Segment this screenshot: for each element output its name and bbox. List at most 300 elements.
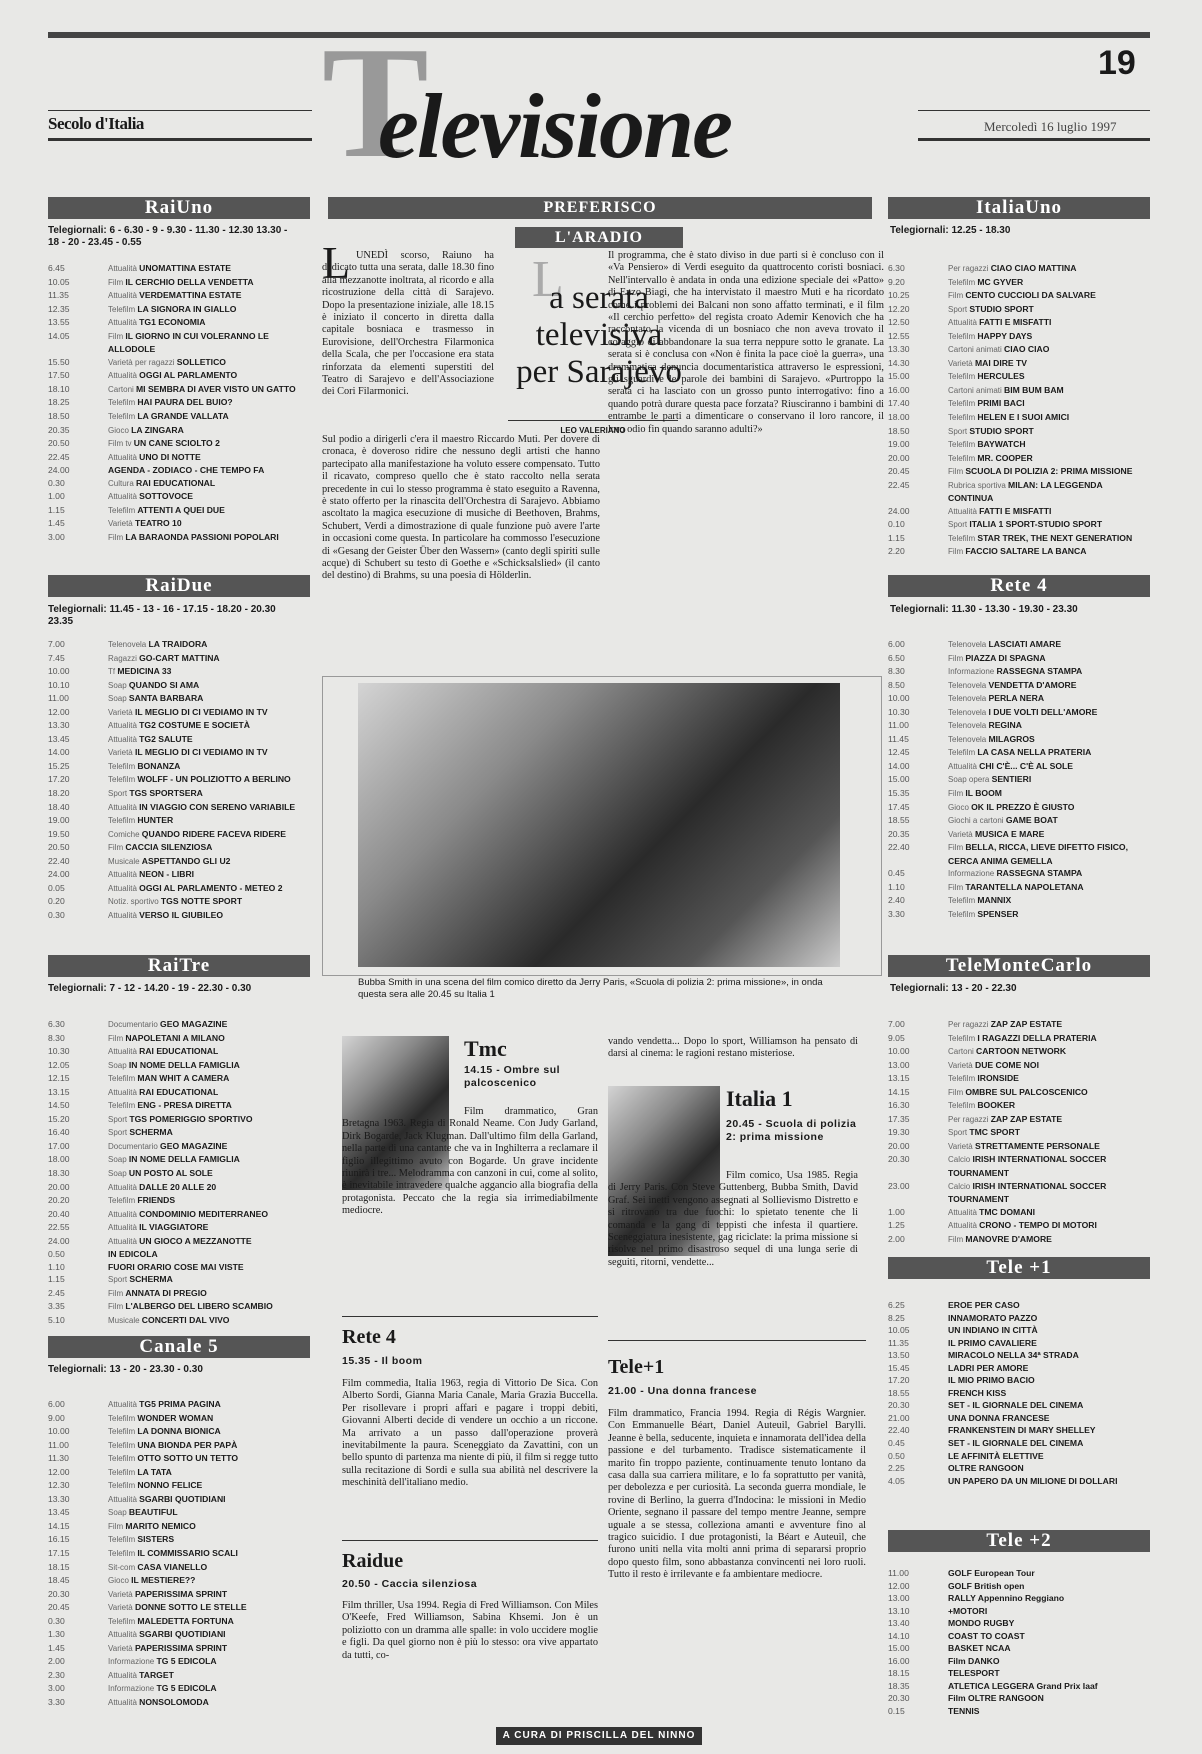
program-title: LA SIGNORA IN GIALLO [137, 303, 237, 314]
schedule-program [108, 1669, 306, 1683]
schedule-time: 6.30 [48, 1019, 65, 1029]
schedule-time: 3.30 [888, 908, 905, 919]
schedule-row [48, 303, 306, 317]
schedule-time: 16.40 [48, 1127, 70, 1138]
schedule-program [948, 1667, 1150, 1680]
schedule-time: 18.00 [48, 1154, 70, 1165]
schedule-time: 2.40 [888, 895, 905, 906]
schedule-program [948, 479, 1150, 505]
schedule-row [48, 410, 306, 424]
program-genre: Ragazzi [108, 653, 140, 663]
schedule-time: 11.00 [48, 1439, 69, 1450]
schedule-row [888, 276, 1150, 290]
program-genre: Attualità [108, 291, 140, 301]
schedule-time: 1.15 [48, 504, 65, 515]
schedule-row [48, 1479, 306, 1493]
schedule-program [108, 369, 306, 383]
schedule-row [48, 665, 306, 679]
schedule-row [888, 1412, 1150, 1425]
schedule-row [48, 1261, 306, 1274]
program-title: CIAO CIAO [1004, 344, 1050, 355]
program-title: FRENCH KISS [948, 1387, 1007, 1398]
schedule-program [948, 532, 1150, 546]
schedule-time: 11.00 [888, 1568, 909, 1578]
schedule-time: 0.50 [888, 1450, 905, 1461]
program-genre: Soap [108, 1508, 129, 1518]
schedule-program [108, 1314, 306, 1328]
program-genre: Telefilm [108, 1413, 138, 1423]
column-kicker-sub: L'ARADIO [515, 227, 683, 248]
program-genre: Attualità [948, 506, 980, 516]
program-genre: Calcio [948, 1155, 973, 1165]
program-title: +MOTORI [948, 1605, 988, 1616]
paper-name: Secolo d'Italia [48, 114, 144, 133]
program-title: SPENSER [977, 908, 1019, 919]
pick-italia1-text: Film comico, Usa 1985. Regia di Jerry Paris. Con Steve Guttenberg, Bubba Smith, David Graf. Sei inetti vengono assegnati al Sollievismo Distretto e si ritrovano tra due fuochi: lo spietato tenente che li comanda e la gang di teppisti che infesta il quartiere. Sceneggiatura inesistente, gag riciclate: la prima missione si risolve nel primo disastroso sequel di una lunga serie di seguiti, ritorni, vendette... [608, 1170, 858, 1268]
program-genre: Attualità [948, 1207, 980, 1217]
program-genre: Telefilm [108, 1616, 138, 1626]
schedule-row [48, 895, 306, 909]
schedule-row [888, 1337, 1150, 1350]
program-title: LA BARAONDA PASSIONI POPOLARI [125, 531, 279, 542]
schedule-row [888, 828, 1150, 842]
schedule-time: 15.50 [48, 356, 70, 367]
schedule-row [48, 1642, 306, 1656]
schedule-row [48, 1126, 306, 1140]
schedule-row [888, 518, 1150, 532]
program-title: MEDICINA 33 [117, 666, 172, 677]
schedule-program [948, 787, 1150, 801]
program-title: FRANKENSTEIN DI MARY SHELLEY [948, 1425, 1096, 1436]
program-title: GEO MAGAZINE [160, 1140, 228, 1151]
schedule-row [888, 894, 1150, 908]
schedule-time: 10.25 [888, 290, 910, 301]
program-title: TARANTELLA NAPOLETANA [965, 881, 1084, 892]
schedule-time: 19.30 [888, 1127, 910, 1138]
schedule-time: 24.00 [48, 1235, 70, 1246]
program-title: SCHERMA [129, 1274, 173, 1285]
schedule-program [108, 1287, 306, 1301]
schedule-row [48, 1153, 306, 1167]
schedule-program [948, 411, 1150, 425]
program-title: HAI PAURA DEL BUIO? [137, 397, 233, 408]
schedule-time: 18.50 [888, 425, 910, 436]
program-title: IN NOME DELLA FAMIGLIA [128, 1154, 240, 1165]
program-genre: Cartoni [948, 1047, 977, 1057]
schedule-time: 12.45 [888, 747, 910, 758]
program-title: INNAMORATO PAZZO [948, 1312, 1038, 1323]
schedule-program [108, 855, 306, 869]
program-title: GOLF European Tour [948, 1568, 1035, 1578]
program-genre: Attualità [108, 734, 140, 744]
program-title: GO-CART MATTINA [139, 652, 220, 663]
schedule-row [48, 1615, 306, 1629]
program-title: CENTO CUCCIOLI DA SALVARE [965, 290, 1096, 301]
schedule-program [948, 1072, 1150, 1086]
schedule-program [948, 397, 1150, 411]
schedule-time: 12.20 [888, 303, 910, 314]
schedule-program [108, 719, 306, 733]
program-genre: Film [108, 277, 126, 287]
schedule-time: 1.10 [888, 881, 905, 892]
schedule-program [948, 262, 1150, 276]
program-genre: Sport [108, 1128, 130, 1138]
schedule-time: 10.00 [48, 666, 70, 677]
schedule-program [108, 531, 306, 545]
schedule-row [888, 1387, 1150, 1400]
schedule-row [888, 1617, 1150, 1630]
schedule-program [948, 1412, 1150, 1425]
schedule-time: 8.30 [48, 1032, 65, 1043]
schedule-program [108, 1642, 306, 1656]
schedule-program [948, 1045, 1150, 1059]
schedule-program [948, 908, 1150, 922]
schedule-program [948, 760, 1150, 774]
schedule-row [888, 370, 1150, 384]
schedule-time: 15.35 [888, 788, 910, 799]
pick-teleplus1-title: 21.00 - Una donna francese [608, 1385, 757, 1397]
schedule-row [48, 1045, 306, 1059]
program-genre: Telefilm [948, 1074, 978, 1084]
article-drop-cap: L [322, 237, 351, 288]
schedule-program [108, 746, 306, 760]
schedule-program [948, 1153, 1150, 1179]
schedule-row [888, 1045, 1150, 1059]
schedule-program [948, 894, 1150, 908]
schedule-time: 10.00 [888, 693, 910, 704]
schedule-time: 2.00 [48, 1656, 65, 1667]
schedule-time: 13.30 [48, 1493, 70, 1504]
schedule-row [888, 1692, 1150, 1705]
program-title: SET - IL GIORNALE DEL CINEMA [948, 1438, 1084, 1449]
schedule-row [888, 1312, 1150, 1325]
schedule-row [888, 1424, 1150, 1437]
schedule-row [48, 1425, 306, 1439]
schedule-program [948, 1567, 1150, 1580]
page-number: 19 [1098, 44, 1136, 82]
schedule-program [108, 1086, 306, 1100]
schedule-program [948, 652, 1150, 666]
program-title: VERDEMATTINA ESTATE [139, 290, 242, 301]
program-genre: Documentario [108, 1020, 161, 1029]
schedule-row [48, 276, 306, 290]
schedule-row [888, 1072, 1150, 1086]
schedule-time: 17.40 [888, 398, 910, 409]
program-title: LE AFFINITÀ ELETTIVE [948, 1450, 1044, 1461]
schedule-time: 6.30 [888, 263, 905, 273]
program-title: BASKET NCAA [948, 1643, 1011, 1654]
schedule-time: 18.30 [48, 1168, 70, 1179]
schedule-row [48, 1682, 306, 1696]
program-title: CONDOMINIO MEDITERRANEO [139, 1208, 269, 1219]
program-genre: Film [948, 653, 966, 663]
schedule-time: 7.00 [48, 639, 65, 649]
schedule-time: 20.00 [888, 452, 910, 463]
schedule-program [108, 882, 306, 896]
schedule-program [108, 1466, 306, 1480]
program-title: UN POSTO AL SOLE [128, 1168, 213, 1179]
program-title: Film OLTRE RANGOON [948, 1693, 1044, 1704]
schedule-row [888, 719, 1150, 733]
schedule-program [948, 1099, 1150, 1113]
schedule-program [948, 1032, 1150, 1046]
schedule-time: 11.00 [48, 693, 69, 704]
program-genre: Telefilm [948, 453, 978, 463]
schedule-time: 5.10 [48, 1315, 65, 1326]
schedule-time: 6.50 [888, 652, 905, 663]
schedule-row [48, 1208, 306, 1222]
issue-date: Mercoledì 16 luglio 1997 [984, 119, 1117, 134]
program-genre: Attualità [108, 802, 140, 812]
schedule-program [108, 1561, 306, 1575]
program-title: RASSEGNA STAMPA [996, 868, 1083, 879]
schedule-row [48, 1412, 306, 1426]
schedule-program [948, 719, 1150, 733]
program-title: OK IL PREZZO È GIUSTO [971, 801, 1075, 812]
program-genre: Telenovela [108, 640, 149, 649]
schedule-row [48, 733, 306, 747]
schedule-time: 1.45 [48, 518, 65, 529]
program-genre: Varietà per ragazzi [108, 357, 177, 367]
schedule-row [48, 1561, 306, 1575]
program-title: ZAP ZAP ESTATE [990, 1113, 1063, 1124]
schedule-time: 8.50 [888, 679, 905, 690]
program-title: SISTERS [137, 1534, 175, 1545]
schedule-program [108, 1181, 306, 1195]
schedule-time: 17.45 [888, 801, 910, 812]
program-title: BELLA, RICCA, LIEVE DIFETTO FISICO, CERCA ANIMA GEMELLA [948, 842, 1128, 866]
program-title: REGINA [988, 720, 1022, 731]
schedule-program [108, 1045, 306, 1059]
schedule-time: 11.35 [888, 1337, 909, 1348]
schedule-program [108, 1235, 306, 1249]
program-title: ZAP ZAP ESTATE [990, 1019, 1063, 1029]
schedule-time: 0.30 [48, 909, 65, 920]
program-title: PAPERISSIMA SPRINT [134, 1588, 228, 1599]
teleplus1-pick-rule [608, 1340, 866, 1341]
schedule-time: 13.40 [888, 1618, 910, 1629]
program-title: MAN WHIT A CAMERA [137, 1073, 230, 1084]
schedule-program [108, 1113, 306, 1127]
schedule-program [948, 1140, 1150, 1154]
schedule-program [948, 425, 1150, 439]
program-title: TG2 COSTUME E SOCIETÀ [139, 720, 250, 731]
schedule-row [888, 787, 1150, 801]
schedule-program [108, 638, 306, 652]
schedule-program [108, 1126, 306, 1140]
channel-header-raidue: RaiDue [48, 575, 310, 597]
program-title: IL MEGLIO DI CI VEDIAMO IN TV [134, 706, 268, 717]
schedule-time: 12.05 [48, 1059, 70, 1070]
schedule-row [888, 425, 1150, 439]
schedule-row [48, 1032, 306, 1046]
schedule-row [888, 289, 1150, 303]
program-title: TGS POMERIGGIO SPORTIVO [129, 1113, 253, 1124]
tmc-schedule [888, 1018, 1150, 1246]
schedule-row [888, 532, 1150, 546]
schedule-time: 7.45 [48, 652, 65, 663]
program-title: VERSO IL GIUBILEO [139, 909, 224, 920]
schedule-row [48, 437, 306, 451]
program-title: UNOMATTINA ESTATE [139, 263, 231, 273]
schedule-row [48, 1300, 306, 1314]
program-genre: Telefilm [108, 1427, 138, 1437]
program-genre: Telenovela [948, 680, 989, 690]
article-headline: a serata televisiva per Sarajevo [516, 280, 682, 390]
schedule-time: 10.10 [48, 679, 70, 690]
schedule-program [948, 343, 1150, 357]
schedule-time: 13.30 [888, 344, 910, 355]
schedule-row [888, 1018, 1150, 1032]
schedule-row [888, 316, 1150, 330]
schedule-row [48, 356, 306, 370]
schedule-row [48, 760, 306, 774]
program-title: OLTRE RANGOON [948, 1463, 1024, 1474]
schedule-time: 19.00 [48, 815, 70, 826]
program-genre: Varietà [108, 707, 135, 717]
program-genre: Varietà [948, 358, 975, 368]
program-title: TG2 SALUTE [139, 733, 193, 744]
program-genre: Attualità [108, 721, 140, 731]
program-genre: Attualità [108, 371, 140, 381]
schedule-row [48, 1248, 306, 1261]
program-title: UN PAPERO DA UN MILIONE DI DOLLARI [948, 1475, 1118, 1486]
schedule-row [888, 397, 1150, 411]
program-genre: Telefilm [948, 399, 978, 409]
program-genre: Telefilm [948, 413, 978, 423]
schedule-time: 16.00 [888, 384, 910, 395]
program-title: FACCIO SALTARE LA BANCA [965, 546, 1087, 557]
italia1-schedule [888, 262, 1150, 559]
schedule-time: 6.25 [888, 1300, 905, 1310]
schedule-program [948, 1337, 1150, 1350]
schedule-row [888, 1059, 1150, 1073]
schedule-time: 11.30 [48, 1453, 69, 1464]
section-initial: T [322, 13, 429, 191]
schedule-time: 0.50 [48, 1249, 65, 1260]
schedule-time: 0.45 [888, 868, 905, 879]
schedule-row [888, 1374, 1150, 1387]
program-genre: Varietà [108, 748, 135, 758]
program-genre: Varietà [108, 1589, 135, 1599]
schedule-program [108, 841, 306, 855]
schedule-row [888, 1655, 1150, 1668]
program-title: SGARBI QUOTIDIANI [139, 1629, 226, 1640]
rete4-news-times: Telegiornali: 11.30 - 13.30 - 19.30 - 23.30 [890, 604, 1078, 615]
schedule-row [48, 1059, 306, 1073]
schedule-row [888, 733, 1150, 747]
program-genre: Telefilm [108, 412, 138, 422]
schedule-time: 13.00 [888, 1593, 910, 1604]
schedule-row [48, 1167, 306, 1181]
program-genre: Telenovela [948, 721, 989, 731]
schedule-row [48, 1086, 306, 1100]
schedule-program [108, 1520, 306, 1534]
program-title: I DUE VOLTI DELL'AMORE [988, 706, 1098, 717]
teleplus1-schedule [888, 1299, 1150, 1487]
schedule-row [48, 882, 306, 896]
masthead-rule-right [918, 110, 1150, 111]
credit-line: A CURA DI PRISCILLA DEL NINNO [496, 1727, 702, 1745]
schedule-program [108, 410, 306, 424]
schedule-time: 15.00 [888, 1643, 910, 1654]
program-title: CHI C'È... C'È AL SOLE [979, 760, 1073, 771]
schedule-time: 20.40 [48, 1208, 70, 1219]
program-genre: Film [108, 331, 126, 341]
program-genre: Rubrica sportiva [948, 480, 1009, 490]
program-genre: Film [948, 882, 966, 892]
schedule-row [888, 438, 1150, 452]
schedule-time: 3.30 [48, 1697, 65, 1708]
schedule-row [888, 452, 1150, 466]
program-genre: Sport [108, 1114, 130, 1124]
program-title: GAME BOAT [1005, 815, 1058, 826]
schedule-time: 17.20 [48, 774, 70, 785]
schedule-time: 24.00 [888, 505, 910, 516]
schedule-time: 0.10 [888, 519, 905, 530]
schedule-time: 22.55 [48, 1222, 70, 1233]
schedule-time: 18.20 [48, 788, 70, 799]
pick-italia1-channel: Italia 1 [726, 1086, 793, 1111]
schedule-time: 18.35 [888, 1680, 910, 1691]
schedule-row [888, 1705, 1150, 1718]
program-title: IL BOOM [965, 788, 1002, 799]
schedule-time: 20.00 [888, 1140, 910, 1151]
program-title: IRISH INTERNATIONAL SOCCER TOURNAMENT [948, 1154, 1107, 1179]
program-genre: Film [108, 532, 126, 542]
program-title: IL MEGLIO DI CI VEDIAMO IN TV [134, 747, 268, 758]
program-genre: Attualità [108, 492, 140, 502]
schedule-time: 2.45 [48, 1287, 65, 1298]
schedule-row [888, 411, 1150, 425]
schedule-program [948, 679, 1150, 693]
schedule-program [948, 1424, 1150, 1437]
schedule-row [888, 479, 1150, 505]
schedule-program [108, 1018, 306, 1032]
schedule-row [888, 262, 1150, 276]
schedule-row [888, 692, 1150, 706]
top-rule [48, 32, 1150, 38]
schedule-program [108, 868, 306, 882]
schedule-program [108, 1273, 306, 1287]
program-title: MR. COOPER [977, 452, 1033, 463]
schedule-program [108, 801, 306, 815]
schedule-row [48, 638, 306, 652]
schedule-row [48, 1140, 306, 1154]
program-genre: Attualità [948, 761, 980, 771]
program-title: MARITO NEMICO [125, 1520, 196, 1531]
schedule-row [888, 760, 1150, 774]
program-genre: Telefilm [108, 1074, 138, 1084]
program-genre: Gioco [108, 425, 132, 435]
program-genre: Telenovela [948, 640, 989, 649]
schedule-program [948, 828, 1150, 842]
program-title: TARGET [139, 1669, 174, 1680]
schedule-program [948, 1059, 1150, 1073]
schedule-program [948, 289, 1150, 303]
schedule-program [948, 330, 1150, 344]
program-title: TGS NOTTE SPORT [160, 896, 243, 907]
schedule-time: 22.40 [888, 1425, 910, 1436]
schedule-time: 16.00 [888, 1655, 910, 1666]
program-genre: Sport [948, 520, 970, 530]
program-title: WOLFF - UN POLIZIOTTO A BERLINO [137, 774, 291, 785]
schedule-program [108, 652, 306, 666]
program-title: UNA DONNA FRANCESE [948, 1412, 1050, 1423]
schedule-row [888, 814, 1150, 828]
schedule-time: 12.00 [48, 1466, 70, 1477]
raidue-schedule [48, 638, 306, 922]
